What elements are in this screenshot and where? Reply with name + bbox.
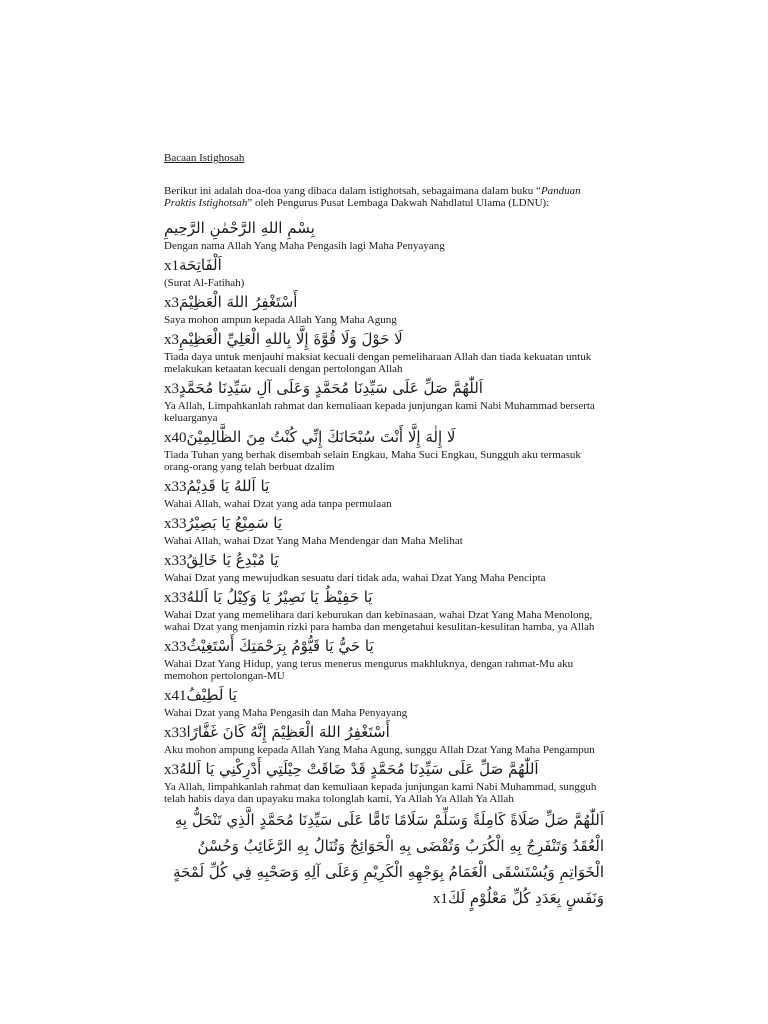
repeat-count: x3: [164, 332, 179, 348]
final-salawat: [164, 807, 604, 912]
arabic-text: أَسْتَغْفِرُ اللهَ الْعَظِيْمَ: [179, 293, 298, 311]
arabic-line: [164, 475, 604, 498]
arabic-text: اَلْفَاتِحَة: [179, 256, 222, 274]
arabic-line: [164, 217, 604, 240]
arabic-text: يَا حَفِيْظُ يَا نَصِيْرُ يَا وَكِيْلُ يَا اَللهُ: [186, 588, 373, 606]
dua-entry: [164, 217, 604, 252]
repeat-count: x3: [164, 762, 179, 778]
arabic-line: [164, 684, 604, 707]
arabic-text: اَللّٰهُمَّ صَلِّ عَلَى سَيِّدِنَا مُحَمَّدٍ قَدْ ضَاقَتْ حِيْلَتِي أَدْرِكْنِي يَا اَللهُ: [179, 760, 539, 778]
translation-text: Tiada daya untuk menjauhi maksiat kecuali dengan pemeliharaan Allah dan tiada kekuatan untuk melakukan ketaatan kecuali dengan pertolongan Allah: [164, 351, 592, 375]
arabic-text: اَللّٰهُمَّ صَلِّ عَلَى سَيِّدِنَا مُحَمَّدٍ وَعَلَى آلِ سَيِّدِنَا مُحَمَّدٍ: [179, 379, 483, 397]
translation-text: Wahai Dzat yang memelihara dari keburukan dan kebinasaan, wahai Dzat Yang Maha Menolong, wahai Dzat yang menjamin rizki para hamba dan mengetahui kesulitan-kesulitan hamba, ya Allah: [164, 609, 595, 633]
translation-text: Wahai Allah, wahai Dzat yang ada tanpa permulaan: [164, 498, 392, 510]
dua-entry: [164, 721, 604, 756]
final-arabic-line: [164, 807, 604, 912]
arabic-text: لَا حَوْلَ وَلَا قُوَّةَ إِلَّا بِاللهِ الْعَلِيِّ الْعَظِيْمِ: [179, 330, 403, 348]
doc-title: Bacaan Istighosah: [164, 152, 245, 164]
dua-entry: [164, 758, 604, 805]
repeat-count: x3: [164, 295, 179, 311]
intro-paragraph: [164, 185, 604, 209]
arabic-text: يَا حَيُّ يَا قَيُّوْمُ بِرَحْمَتِكَ أَسْتَغِيْثُ: [186, 637, 374, 655]
repeat-count: x33: [164, 516, 187, 532]
final-repeat-count: x1: [432, 891, 448, 907]
arabic-text: يَا اَللهُ يَا قَدِيْمُ: [186, 477, 270, 495]
arabic-text: لَا إِلٰهَ إِلَّا أَنْتَ سُبْحَانَكَ إِنِّي كُنْتُ مِنَ الظَّالِمِيْنَ: [186, 428, 456, 446]
dua-entry: [164, 635, 604, 682]
arabic-text: بِسْمِ اللهِ الرَّحْمٰنِ الرَّحِيمِ: [164, 219, 315, 237]
arabic-line: [164, 635, 604, 658]
repeat-count: x41: [164, 688, 187, 704]
dua-entry: [164, 512, 604, 547]
repeat-count: x33: [164, 639, 187, 655]
arabic-text: يَا سَمِيْعُ يَا بَصِيْرُ: [186, 514, 283, 532]
arabic-line: [164, 426, 604, 449]
dua-entry: [164, 549, 604, 584]
dua-entry: [164, 684, 604, 719]
translation-text: Dengan nama Allah Yang Maha Pengasih lagi Maha Penyayang: [164, 240, 445, 252]
arabic-text: أَسْتَغْفِرُ اللهَ الْعَظِيْمَ إِنَّهُ كَانَ غَفَّارًا: [186, 723, 390, 741]
dua-list: [164, 217, 604, 805]
arabic-line: [164, 758, 604, 781]
arabic-text: يَا لَطِيْفُ: [186, 686, 237, 704]
repeat-count: x33: [164, 479, 187, 495]
translation-text: Wahai Dzat Yang Hidup, yang terus menerus mengurus makhluknya, dengan rahmat-Mu aku memohon pertolongan-MU: [164, 658, 574, 682]
arabic-line: [164, 586, 604, 609]
document-body: [164, 152, 604, 912]
arabic-line: [164, 512, 604, 535]
translation-text: (Surat Al-Fatihah): [164, 277, 245, 289]
repeat-count: x33: [164, 725, 187, 741]
translation-text: Wahai Dzat yang mewujudkan sesuatu dari tidak ada, wahai Dzat Yang Maha Pencipta: [164, 572, 546, 584]
repeat-count: x1: [164, 258, 179, 274]
repeat-count: x33: [164, 590, 187, 606]
arabic-line: [164, 254, 604, 277]
translation-text: Ya Allah, Limpahkanlah rahmat dan kemuliaan kepada junjungan kami Nabi Muhammad berserta keluarganya: [164, 400, 595, 424]
translation-text: Tiada Tuhan yang berhak disembah selain Engkau, Maha Suci Engkau, Sungguh aku termasuk orang-orang yang telah berbuat dzalim: [164, 449, 581, 473]
repeat-count: x3: [164, 381, 179, 397]
repeat-count: x33: [164, 553, 187, 569]
arabic-text: يَا مُبْدِعُ يَا خَالِقُ: [186, 551, 279, 569]
arabic-line: [164, 377, 604, 400]
dua-entry: [164, 426, 604, 473]
intro-text-b: ” oleh Pengurus Pusat Lembaga Dakwah Nahdlatul Ulama (LDNU):: [247, 197, 550, 209]
repeat-count: x40: [164, 430, 187, 446]
dua-entry: [164, 254, 604, 289]
arabic-line: [164, 328, 604, 351]
arabic-line: [164, 291, 604, 314]
translation-text: Wahai Dzat yang Maha Pengasih dan Maha Penyayang: [164, 707, 408, 719]
arabic-line: [164, 721, 604, 744]
dua-entry: [164, 291, 604, 326]
arabic-line: [164, 549, 604, 572]
dua-entry: [164, 475, 604, 510]
dua-entry: [164, 586, 604, 633]
dua-entry: [164, 377, 604, 424]
book-title: Panduan Praktis Istighotsah: [164, 185, 581, 209]
translation-text: Saya mohon ampun kepada Allah Yang Maha Agung: [164, 314, 397, 326]
final-arabic-text: اَللّٰهُمَّ صَلِّ صَلَاةً كَامِلَةً وَسَلِّمْ سَلَامًا تَامًّا عَلَى سَيِّدِنَا مُحَمَّدٍ الَّذِي تَنْحَلُّ بِهِ الْعُقَدُ وَتَنْفَرِجُ بِهِ الْكُرَبُ وَتُقْضَى بِهِ الْحَوَائِجُ وَتُنَالُ بِهِ الرَّغَائِبُ وَحُسْنُ الْخَوَاتِمِ وَيُسْتَسْقَى الْغَمَامُ بِوَجْهِهِ الْكَرِيْمِ وَعَلَى آلِهِ وَصَحْبِهِ فِي كُلِّ لَمْحَةٍ وَنَفَسٍ بِعَدَدِ كُلِّ مَعْلُوْمٍ لَكَ: [173, 811, 604, 907]
intro-text-a: Berikut ini adalah doa-doa yang dibaca dalam istighotsah, sebagaimana dalam buku “: [164, 185, 541, 197]
dua-entry: [164, 328, 604, 375]
translation-text: Wahai Allah, wahai Dzat Yang Maha Mendengar dan Maha Melihat: [164, 535, 463, 547]
translation-text: Ya Allah, limpahkanlah rahmat dan kemuliaan kepada junjungan kami Nabi Muhammad, sungguh telah habis daya dan upayaku maka tolonglah kami, Ya Allah Ya Allah Ya Allah: [164, 781, 597, 805]
translation-text: Aku mohon ampung kepada Allah Yang Maha Agung, sunggu Allah Dzat Yang Maha Pengampun: [164, 744, 595, 756]
